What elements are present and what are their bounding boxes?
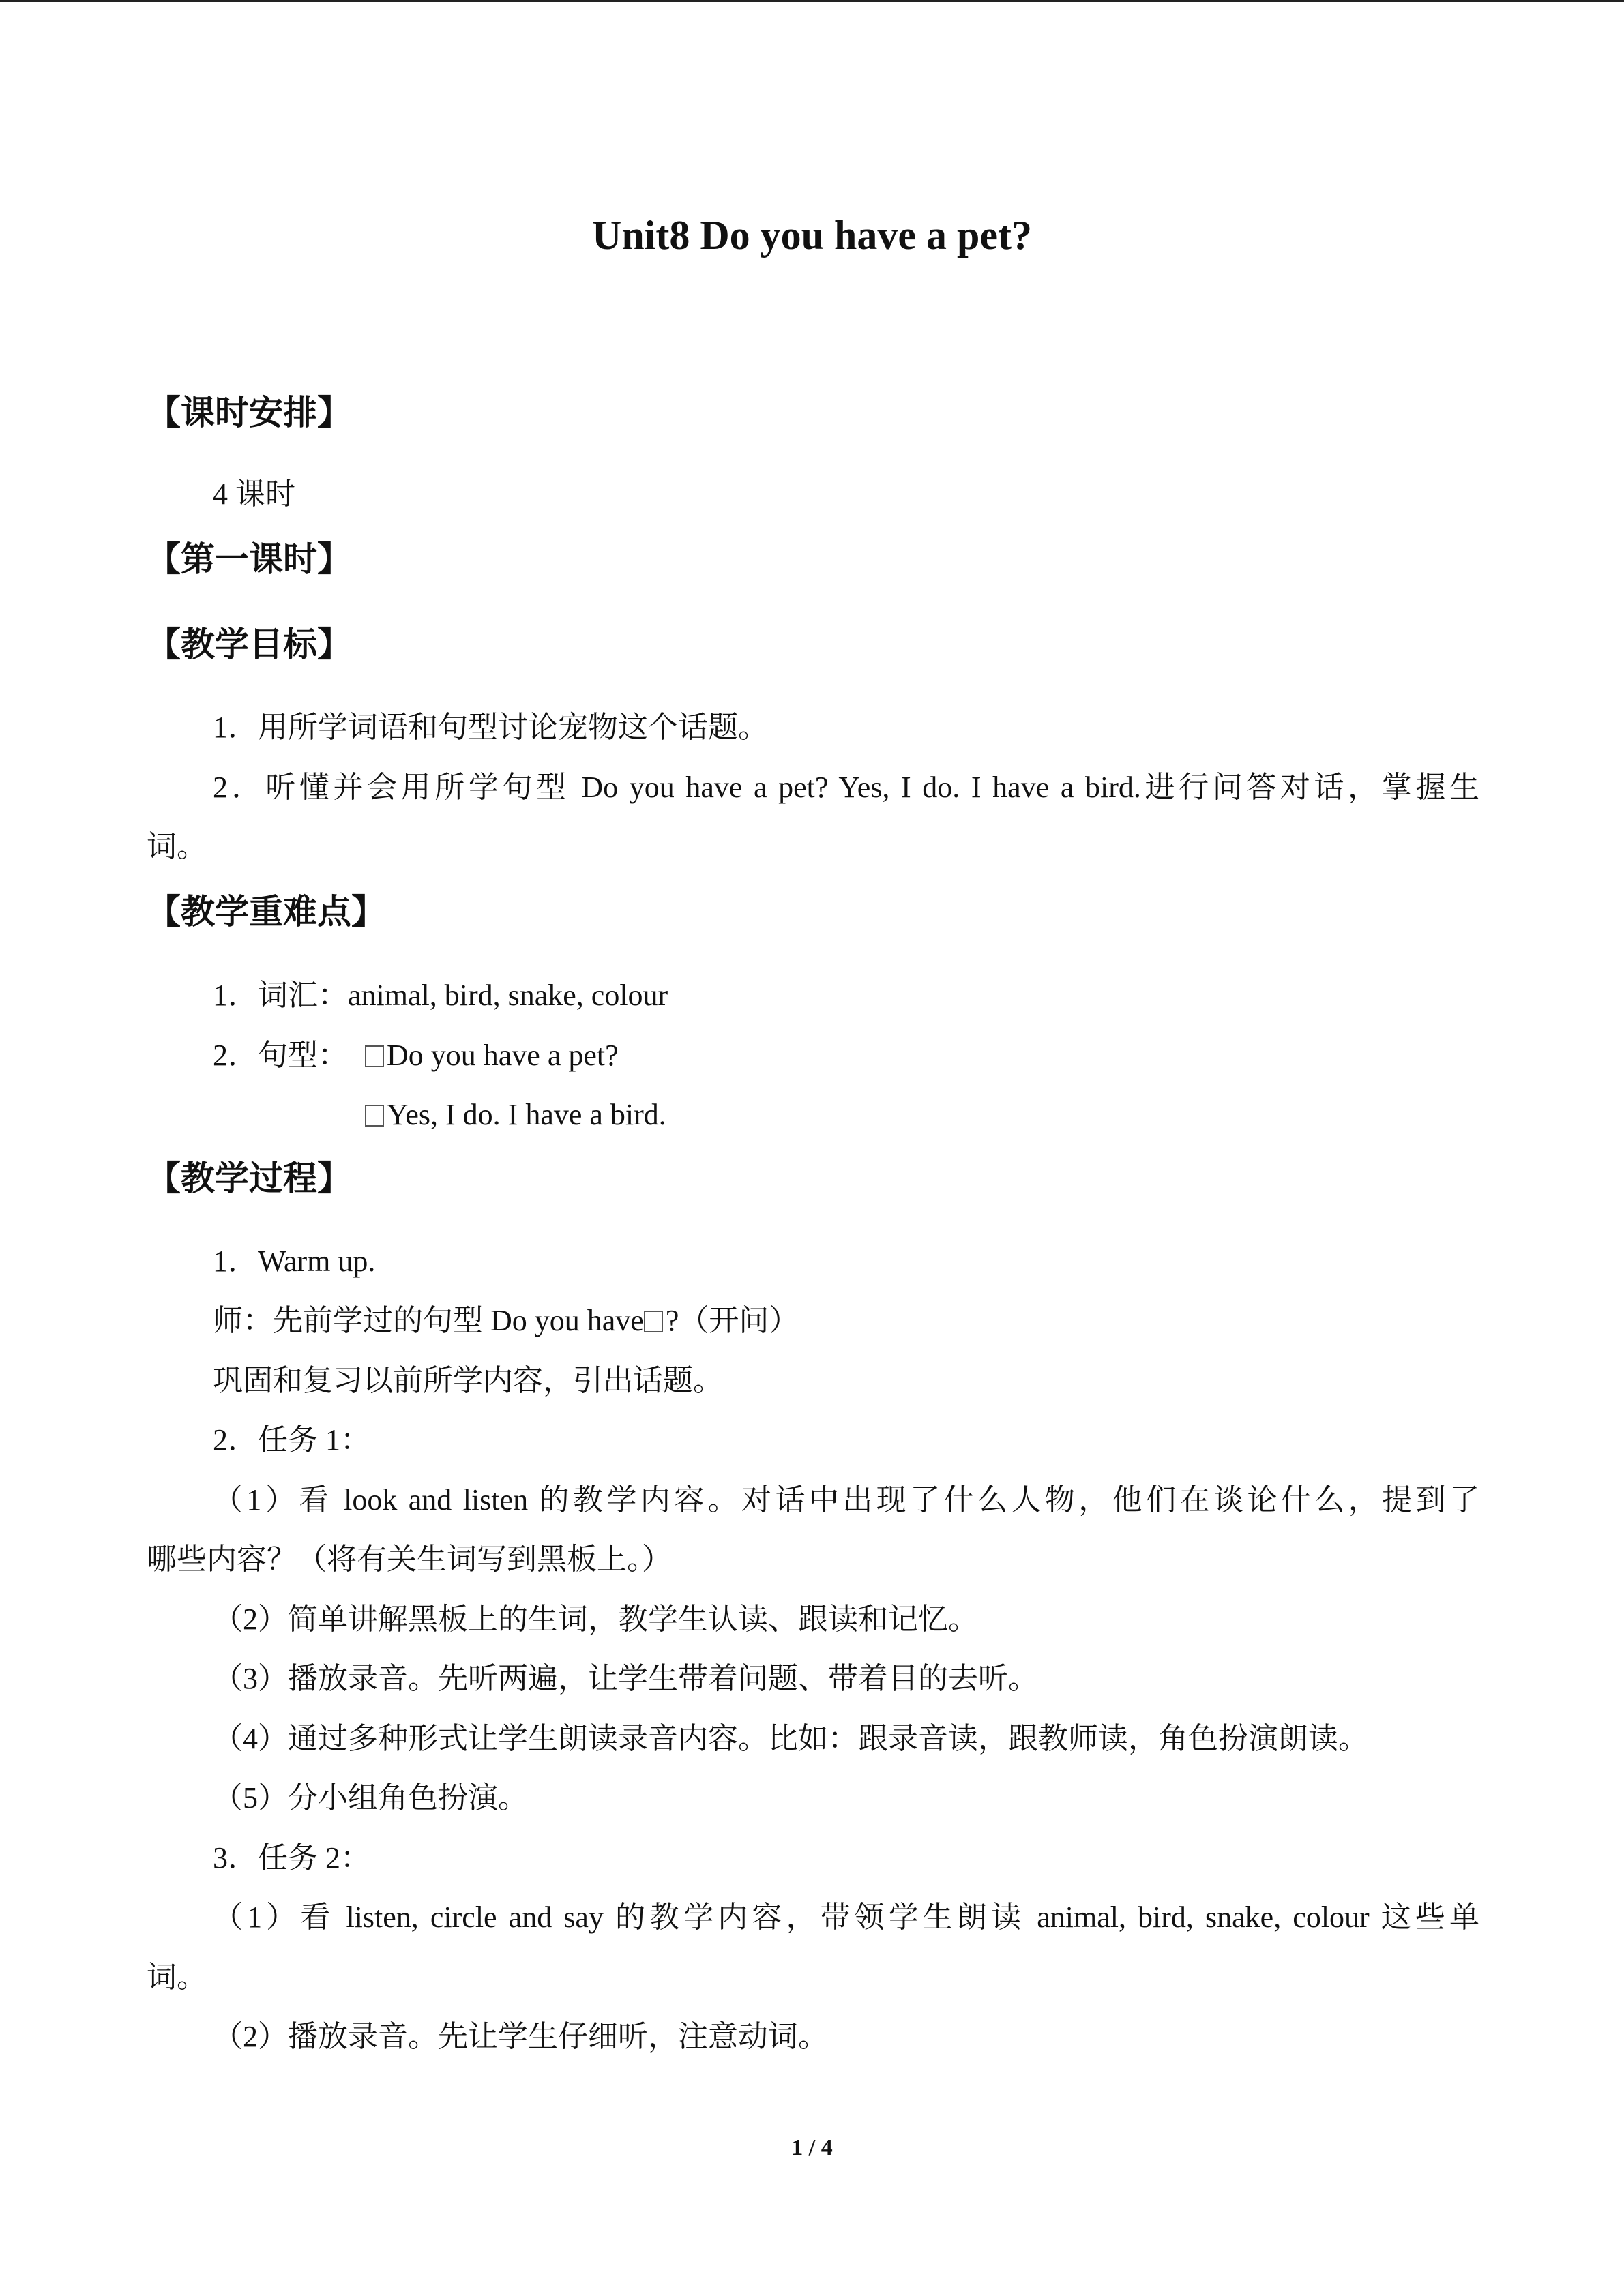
task-1-item-5: （5）分小组角色扮演。	[213, 1781, 528, 1815]
schedule-heading: 【课时安排】	[147, 393, 351, 432]
document-title: Unit8 Do you have a pet?	[591, 213, 1033, 258]
teacher-text: 师：先前学过的句型 Do you have	[213, 1304, 644, 1337]
task-1-item-1-line1: （1）看 look and listen 的教学内容。对话中出现了什么人物，他们在谈论什么，提到了	[213, 1483, 1479, 1517]
step-warm-up: 1．Warm up.	[213, 1244, 376, 1278]
checkbox-placeholder-icon	[365, 1105, 384, 1127]
page-indicator: 1 / 4	[791, 2135, 833, 2160]
task-2-item-1-line1: （1）看 listen, circle and say 的教学内容，带领学生朗读 animal, bird, snake, colour 这些单	[213, 1900, 1479, 1934]
task-2-item-2: （2）播放录音。先让学生仔细听，注意动词。	[213, 2020, 828, 2053]
task-2-title: 3．任务 2：	[213, 1841, 370, 1875]
blank-box-icon	[644, 1311, 663, 1332]
sentence-text: Yes, I do. I have a bird.	[387, 1098, 666, 1131]
goal-item-2-line2: 词。	[147, 830, 207, 863]
step-warm-up-review: 巩固和复习以前所学内容，引出话题。	[213, 1364, 723, 1397]
key-points-heading: 【教学重难点】	[147, 892, 385, 931]
step-warm-up-teacher	[213, 1300, 799, 1341]
task-1-item-4: （4）通过多种形式让学生朗读录音内容。比如：跟录音读，跟教师读，角色扮演朗读。	[213, 1722, 1368, 1755]
sentence-text: Do you have a pet?	[387, 1039, 619, 1072]
schedule-value: 4 课时	[213, 477, 295, 511]
task-1-title: 2．任务 1：	[213, 1423, 370, 1457]
teacher-text-end: ?（开问）	[665, 1304, 799, 1337]
key-point-sentence-label: 2．句型：	[213, 1039, 348, 1072]
top-border-line	[0, 0, 1624, 2]
key-point-sentence-1	[365, 1035, 619, 1076]
checkbox-placeholder-icon	[365, 1045, 384, 1067]
task-1-item-3: （3）播放录音。先听两遍，让学生带着问题、带着目的去听。	[213, 1662, 1038, 1695]
goals-heading: 【教学目标】	[147, 625, 351, 664]
goal-item-1: 1．用所学词语和句型讨论宠物这个话题。	[213, 711, 768, 744]
lesson1-heading: 【第一课时】	[147, 539, 351, 579]
task-1-item-2: （2）简单讲解黑板上的生词，教学生认读、跟读和记忆。	[213, 1602, 978, 1636]
process-heading: 【教学过程】	[147, 1159, 351, 1198]
task-2-item-1-line2: 词。	[147, 1960, 207, 1994]
key-point-vocabulary: 1．词汇：animal, bird, snake, colour	[213, 979, 668, 1012]
task-1-item-1-line2: 哪些内容？（将有关生词写到黑板上。）	[147, 1542, 672, 1576]
key-point-sentence-2	[365, 1094, 666, 1135]
goal-item-2-line1: 2．听懂并会用所学句型 Do you have a pet? Yes, I do. I have a bird.进行问答对话，掌握生	[213, 771, 1479, 804]
